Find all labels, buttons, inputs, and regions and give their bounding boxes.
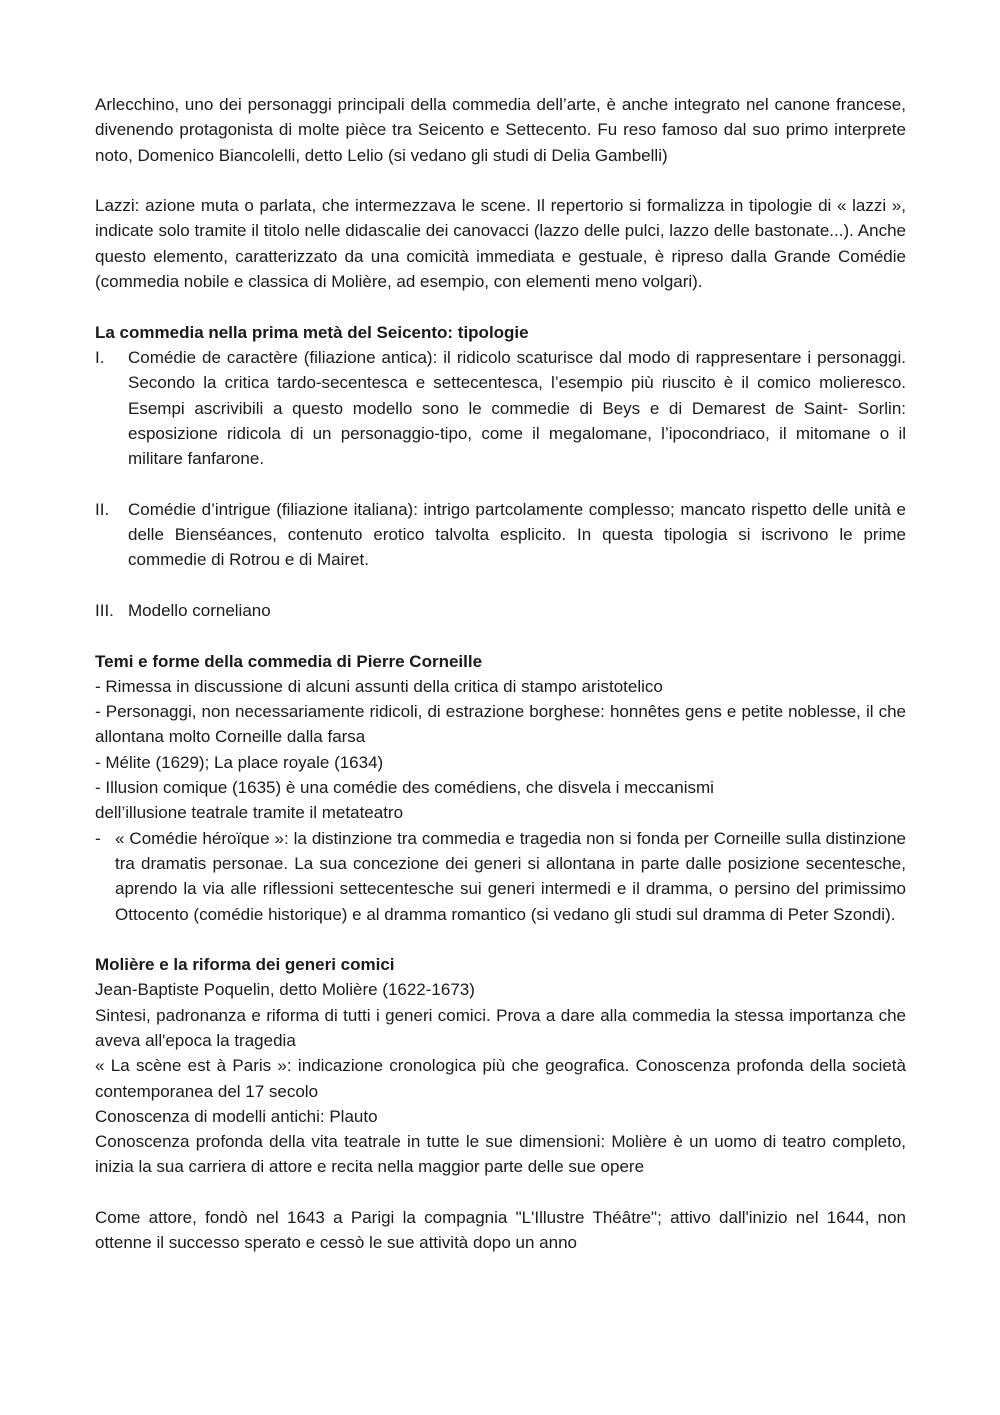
paragraph-arlecchino: Arlecchino, uno dei personaggi principali della commedia dell’arte, è anche integrato nel canone francese, divenendo protagonista di molte pièce tra Seicento e Settecento. Fu reso famoso dal suo primo interprete noto, Domenico Biancolelli, detto Lelio (si vedano gli studi di Delia Gambelli) [95, 95, 906, 165]
list-item-comedie-caractere [95, 345, 906, 471]
spacer [95, 573, 906, 598]
list-number: II. [95, 499, 110, 519]
spacer [95, 927, 906, 952]
list-number: III. [95, 600, 114, 620]
line-sintesi: Sintesi, padronanza e riforma di tutti i generi comici. Prova a dare alla commedia la stessa importanza che aveva all'epoca la tragedia [95, 1005, 906, 1050]
list-text: Comédie d’intrigue (filiazione italiana): intrigo partcolamente complesso; mancato rispetto delle unità e delle Bienséances, contenuto erotico talvolta esplicito. In questa tipologia si iscrivono le prime commedie di Rotrou e di Mairet. [128, 499, 906, 570]
dash-bullet: - [95, 828, 101, 848]
list-item-comedie-heroique [95, 826, 906, 927]
line-poquelin: Jean-Baptiste Poquelin, detto Molière (1622-1673) [95, 980, 475, 1000]
heading-commedia-seicento: La commedia nella prima metà del Seicento: tipologie [95, 322, 529, 342]
list-item-modello-corneliano [95, 598, 906, 623]
spacer [95, 294, 906, 319]
paragraph-illustre-theatre: Come attore, fondò nel 1643 a Parigi la compagnia "L'Illustre Théâtre"; attivo dall'inizio nel 1644, non ottenne il successo sperato e cessò le sue attività dopo un anno [95, 1208, 906, 1253]
line-modelli-antichi: Conoscenza di modelli antichi: Plauto [95, 1106, 378, 1126]
spacer [95, 1180, 906, 1205]
line-personaggi: - Personaggi, non necessariamente ridicoli, di estrazione borghese: honnêtes gens e petite noblesse, il che allontana molto Corneille dalla farsa [95, 702, 906, 747]
line-metateatro: dell’illusione teatrale tramite il metateatro [95, 803, 404, 823]
line-vita-teatrale: Conoscenza profonda della vita teatrale in tutte le sue dimensioni: Molière è un uomo di teatro completo, inizia la sua carriera di attore e recita nella maggior parte delle sue opere [95, 1132, 906, 1177]
document-page [95, 92, 906, 1256]
line-scene-paris: « La scène est à Paris »: indicazione cronologica più che geografica. Conoscenza profonda della società contemporanea del 17 secolo [95, 1056, 906, 1101]
line-illusion: - Illusion comique (1635) è una comédie des comédiens, che disvela i meccanismi [95, 778, 714, 798]
list-text: « Comédie héroïque »: la distinzione tra commedia e tragedia non si fonda per Corneille sulla distinzione tra dramatis personae. La sua concezione dei generi si allontana in parte dalle posizione secentesche, aprendo la via alle riflessioni settecentesche sui generi intermedi e il dramma, o persino del primissimo Ottocento (comédie historique) e al dramma romantico (si vedano gli studi sul dramma di Peter Szondi). [115, 828, 906, 924]
heading-corneille: Temi e forme della commedia di Pierre Corneille [95, 651, 483, 671]
list-number: I. [95, 347, 105, 367]
list-item-comedie-intrigue [95, 497, 906, 573]
paragraph-lazzi: Lazzi: azione muta o parlata, che intermezzava le scene. Il repertorio si formalizza in tipologie di « lazzi », indicate solo tramite il titolo nelle didascalie dei canovacci (lazzo delle pulci, lazzo delle bastonate...). Anche questo elemento, caratterizzato da una comicità immediata e gestuale, è ripreso dalla Grande Comédie (commedia nobile e classica di Molière, ad esempio, con elementi meno volgari). [95, 196, 906, 292]
line-melite: - Mélite (1629); La place royale (1634) [95, 752, 384, 772]
spacer [95, 471, 906, 496]
line-rimessa: - Rimessa in discussione di alcuni assunti della critica di stampo aristotelico [95, 676, 663, 696]
list-text: Modello corneliano [128, 600, 271, 620]
heading-moliere: Molière e la riforma dei generi comici [95, 955, 395, 975]
spacer [95, 623, 906, 648]
list-text: Comédie de caractère (filiazione antica): il ridicolo scaturisce dal modo di rappresentare i personaggi. Secondo la critica tardo-secentesca e settecentesca, l’esempio più riuscito è il comico molieresco. Esempi ascrivibili a questo modello sono le commedie di Beys e di Demarest de Saint- Sorlin: esposizione ridicola di un personaggio-tipo, come il megalomane, l’ipocondriaco, il mitomane o il militare fanfarone. [128, 347, 906, 469]
spacer [95, 168, 906, 193]
